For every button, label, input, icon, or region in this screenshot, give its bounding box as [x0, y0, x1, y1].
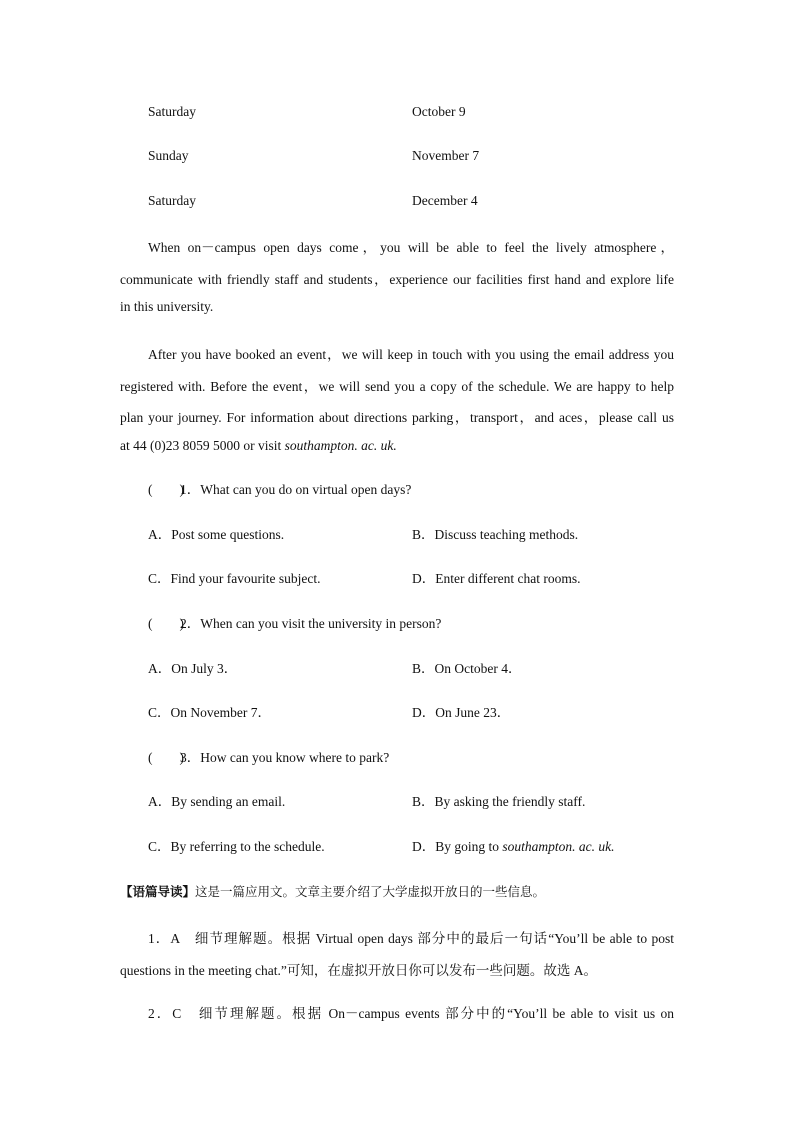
q3-option-d[interactable] — [412, 838, 615, 856]
passage-guide — [120, 883, 545, 901]
q2-option-d[interactable]: D．On June 23． — [412, 705, 511, 720]
paragraph-line: After you have booked an event，we will keep in touch with you using the email address you — [148, 347, 674, 362]
paragraph-line: registered with. Before the event，we will send you a copy of the schedule. We are happy to help — [120, 379, 674, 394]
q1-option-d[interactable]: D．Enter different chat rooms. — [412, 571, 581, 586]
schedule-day-1: Saturday — [148, 104, 196, 119]
answer-blank[interactable]: ( ) — [148, 482, 184, 497]
schedule-day-3: Saturday — [148, 193, 196, 208]
contact-text: at 44 (0)23 8059 5000 or visit — [120, 438, 285, 453]
q2-option-c[interactable]: C．On November 7． — [148, 705, 271, 720]
schedule-date-2: November 7 — [412, 148, 480, 163]
question-text: 1．What can you do on virtual open days? — [180, 482, 412, 497]
q3-option-c[interactable]: C．By referring to the schedule. — [148, 839, 325, 854]
schedule-date-1: October 9 — [412, 104, 466, 119]
answer-blank[interactable]: ( ) — [148, 616, 184, 631]
guide-label: 【语篇导读】 — [120, 884, 196, 899]
answer-line: 2．C 细节理解题。根据 On－campus events 部分中的“You’ll be able to visit us on — [148, 1006, 674, 1021]
paragraph-line: When on－campus open days come，you will be able to feel the lively atmosphere， — [148, 240, 674, 255]
answer-blank[interactable]: ( ) — [148, 750, 184, 765]
q3-option-b[interactable]: B．By asking the friendly staff. — [412, 794, 586, 809]
question-text: 2．When can you visit the university in person? — [180, 616, 442, 631]
q1-option-a[interactable]: A．Post some questions. — [148, 527, 285, 542]
paragraph-line: plan your journey. For information about directions parking，transport，and aces，please call us — [120, 410, 674, 425]
q1-option-c[interactable]: C．Find your favourite subject. — [148, 571, 321, 586]
option-text: D．By going to — [412, 839, 503, 854]
schedule-date-3: December 4 — [412, 193, 478, 208]
website-link: southampton. ac. uk. — [502, 839, 615, 854]
question-1-stem — [148, 481, 411, 499]
question-3-stem — [148, 749, 389, 767]
paragraph-line: communicate with friendly staff and students，experience our facilities first hand and explore life — [120, 272, 674, 287]
schedule-day-2: Sunday — [148, 148, 189, 163]
guide-text: 这是一篇应用文。文章主要介绍了大学虚拟开放日的一些信息。 — [195, 884, 546, 899]
q1-option-b[interactable]: B．Discuss teaching methods. — [412, 527, 579, 542]
answer-line: 1．A 细节理解题。根据 Virtual open days 部分中的最后一句话“You’ll be able to post — [148, 931, 674, 946]
q2-option-b[interactable]: B．On October 4． — [412, 661, 522, 676]
question-text: 3．How can you know where to park? — [180, 750, 390, 765]
answer-line: questions in the meeting chat.”可知，在虚拟开放日你可以发布一些问题。故选 A。 — [120, 963, 597, 978]
q3-option-a[interactable]: A．By sending an email. — [148, 794, 286, 809]
website-link[interactable]: southampton. ac. uk. — [284, 438, 397, 453]
paragraph-line: in this university. — [120, 299, 214, 314]
q2-option-a[interactable]: A．On July 3． — [148, 661, 238, 676]
paragraph-line — [120, 438, 397, 454]
question-2-stem — [148, 615, 441, 633]
